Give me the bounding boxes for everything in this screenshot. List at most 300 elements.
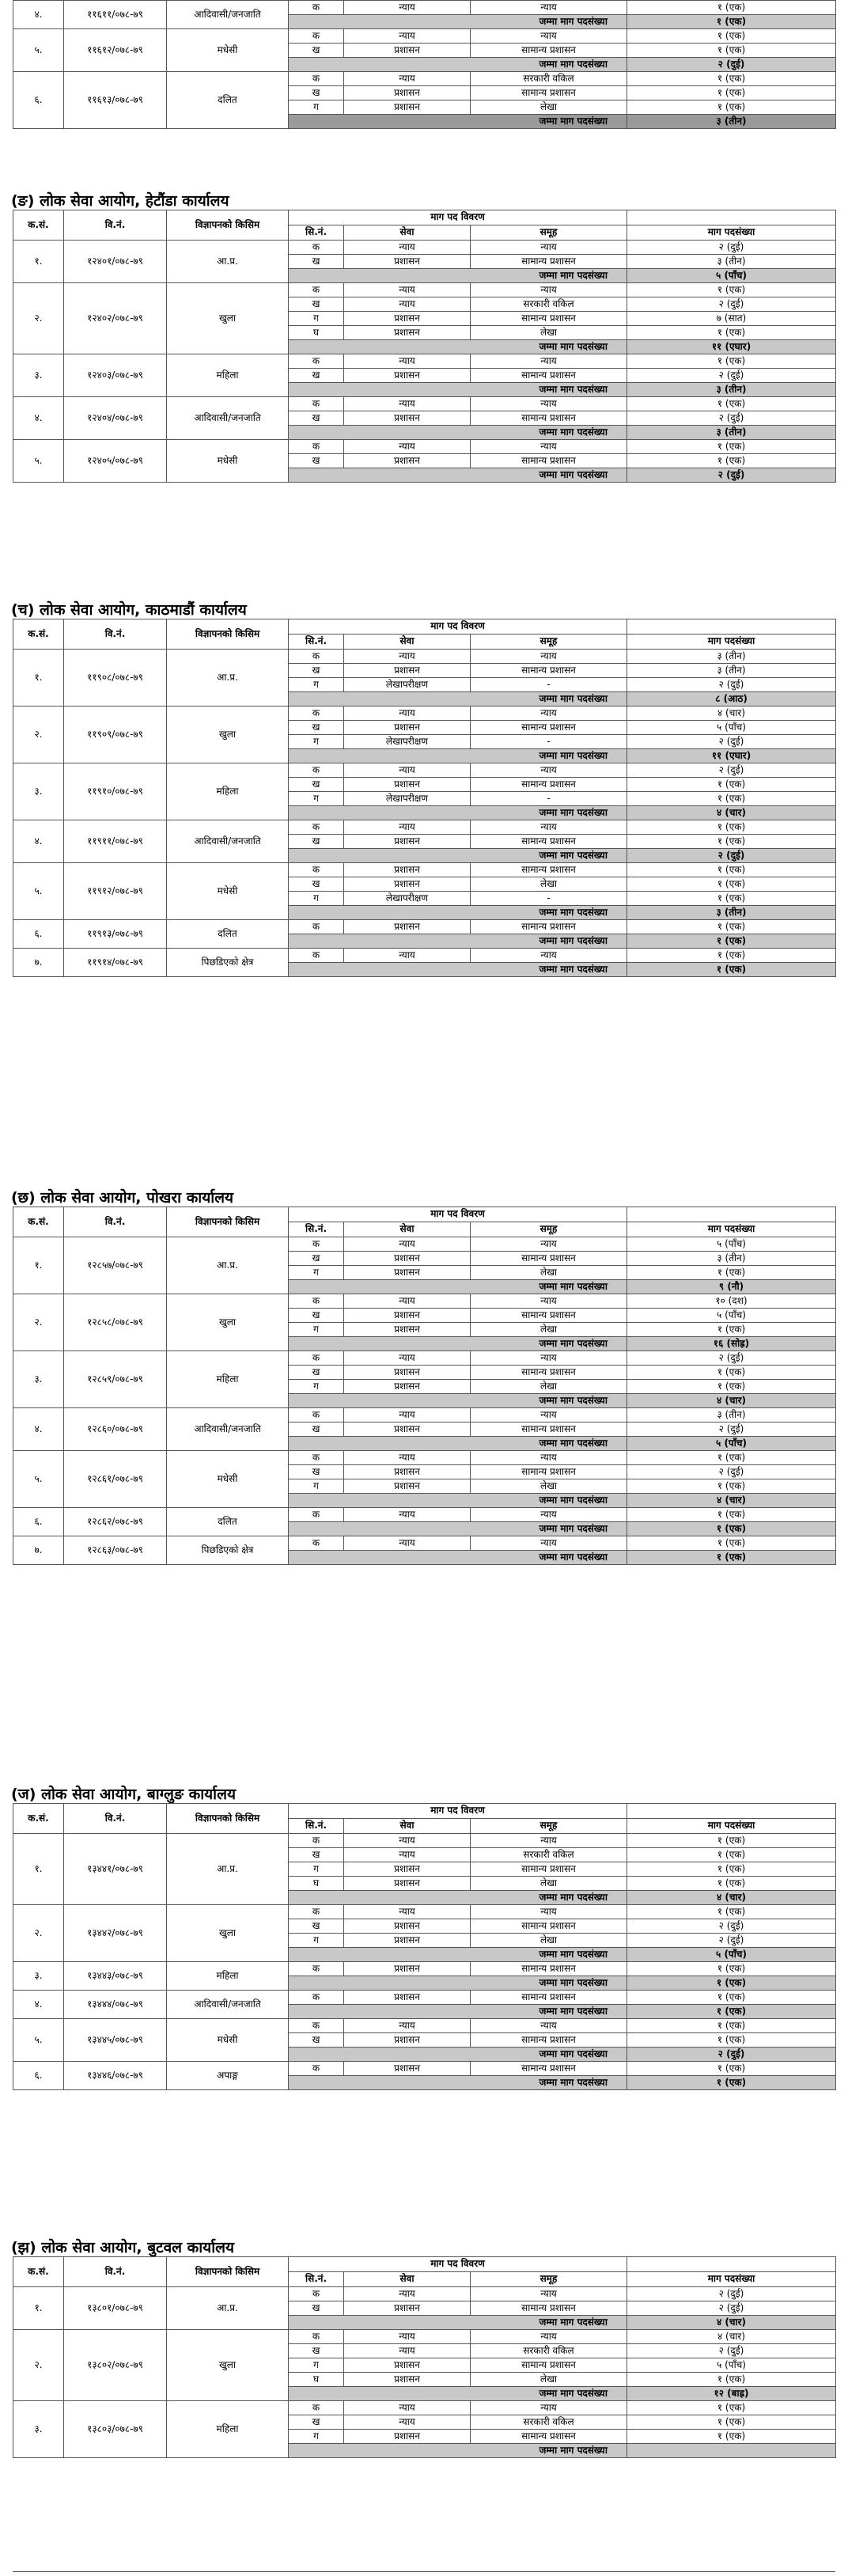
vacancy-table [13,1803,836,2090]
row-sewa: न्याय [344,1,471,15]
row-samuha: सामान्य प्रशासन [471,920,627,934]
row-sankhya: १ (एक) [627,2415,836,2430]
row-sn: क [289,354,344,369]
row-sankhya: २ (दुई) [627,763,836,778]
table-row [13,1351,836,1366]
vacancy-table [13,619,836,977]
table-row [13,1508,836,1522]
serial-number: २. [13,1294,64,1351]
row-sewa: प्रशासन [344,1380,471,1394]
row-sn: ख [289,1366,344,1380]
header-ks: क.सं. [13,210,64,241]
row-samuha: सामान्य प्रशासन [471,2430,627,2444]
row-sn: क [289,763,344,778]
header-sn: सि.नं. [289,1819,344,1834]
table-row [13,1991,836,2005]
total-label: जम्मा माग पदसंख्या [289,1948,627,1962]
row-sn: ख [289,411,344,426]
row-sankhya: १ (एक) [627,2401,836,2415]
row-sewa: प्रशासन [344,1877,471,1891]
advertisement-type: खुला [167,2330,289,2401]
row-sankhya: २ (दुई) [627,2301,836,2316]
row-sankhya: २ (दुई) [627,1422,836,1437]
row-sankhya: ३ (तीन) [627,664,836,678]
total-value: ११ (एघार) [627,340,836,354]
row-sankhya: २ (दुई) [627,678,836,692]
row-sankhya: २ (दुई) [627,1351,836,1366]
total-value: १ (एक) [627,2076,836,2090]
row-samuha: सामान्य प्रशासन [471,778,627,792]
row-sewa: प्रशासन [344,721,471,735]
total-value: ४ (चार) [627,1394,836,1408]
table-row [13,1408,836,1422]
serial-number: ४. [13,820,64,863]
header-ks: क.सं. [13,1207,64,1237]
row-samuha: सामान्य प्रशासन [471,1465,627,1479]
row-sewa: लेखापरीक्षण [344,792,471,806]
row-samuha: लेखा [471,1479,627,1494]
total-value: ५ (पाँच) [627,269,836,283]
advertisement-number: १३८०३/०७८-७९ [64,2401,167,2458]
header-ks: क.सं. [13,619,64,650]
row-sn: ख [289,2415,344,2430]
row-samuha: न्याय [471,820,627,835]
table-row [13,29,836,44]
row-sewa: लेखापरीक्षण [344,892,471,906]
table-row [13,241,836,255]
table-row [13,1451,836,1465]
total-label: जम्मा माग पदसंख्या [289,468,627,483]
row-sn: ग [289,1323,344,1337]
row-samuha: न्याय [471,1451,627,1465]
total-value: ३ (तीन) [627,383,836,397]
header-kisim: विज्ञापनको किसिम [167,1207,289,1237]
row-sankhya: १ (एक) [627,877,836,892]
row-sankhya: ५ (पाँच) [627,721,836,735]
advertisement-number: १३४४४/०७८-७९ [64,1991,167,2019]
table-row [13,949,836,963]
row-sewa: प्रशासन [344,920,471,934]
row-samuha: लेखा [471,1323,627,1337]
row-samuha: सामान्य प्रशासन [471,2033,627,2048]
row-sewa: न्याय [344,949,471,963]
row-samuha: न्याय [471,1536,627,1551]
header-sn: सि.नं. [289,1222,344,1237]
row-sankhya: १ (एक) [627,1508,836,1522]
row-sn: ख [289,835,344,849]
row-sankhya: २ (दुई) [627,1919,836,1934]
row-sn: ख [289,1252,344,1266]
row-sankhya: १ (एक) [627,778,836,792]
header-kisim: विज्ञापनको किसिम [167,2257,289,2287]
section-title: (झ) लोक सेवा आयोग, बुटवल कार्यालय [11,2239,235,2256]
row-sn: ग [289,1266,344,1280]
advertisement-type: मधेसी [167,29,289,72]
serial-number: ३. [13,763,64,820]
row-sankhya: १ (एक) [627,44,836,58]
row-samuha: - [471,735,627,749]
serial-number: २. [13,283,64,354]
total-label: जम्मा माग पदसंख्या [289,749,627,763]
row-sewa: प्रशासन [344,2033,471,2048]
advertisement-type: दलित [167,920,289,949]
row-sankhya: १ (एक) [627,2062,836,2076]
total-value [627,2444,836,2458]
row-sn: क [289,820,344,835]
header-samuha: समूह [471,225,627,241]
row-samuha: न्याय [471,241,627,255]
advertisement-type: आदिवासी/जनजाति [167,1,289,29]
header-samuha: समूह [471,1222,627,1237]
row-sewa: न्याय [344,2344,471,2358]
serial-number: ५. [13,440,64,483]
row-samuha: लेखा [471,326,627,340]
row-sankhya: ३ (तीन) [627,1252,836,1266]
row-sn: ख [289,2033,344,2048]
row-samuha: सामान्य प्रशासन [471,369,627,383]
total-value: १ (एक) [627,2005,836,2019]
table-row [13,2401,836,2415]
row-samuha: न्याय [471,1905,627,1919]
row-sewa: न्याय [344,650,471,664]
table-row [13,2330,836,2344]
advertisement-number: १२४०३/०७८-७९ [64,354,167,397]
row-sn: क [289,241,344,255]
row-sewa: प्रशासन [344,1422,471,1437]
table-row [13,1237,836,1252]
row-samuha: न्याय [471,1,627,15]
table-row [13,1905,836,1919]
total-label: जम्मा माग पदसंख्या [289,340,627,354]
row-sankhya: २ (दुई) [627,241,836,255]
advertisement-type: महिला [167,354,289,397]
serial-number: ६. [13,2062,64,2090]
advertisement-number: १३४४३/०७८-७९ [64,1962,167,1991]
row-sn: ख [289,297,344,312]
header-samuha: समूह [471,1819,627,1834]
advertisement-type: महिला [167,763,289,820]
advertisement-type: मधेसी [167,863,289,920]
row-samuha: न्याय [471,283,627,297]
row-sn: ग [289,1479,344,1494]
row-sn: क [289,707,344,721]
row-sewa: प्रशासन [344,863,471,877]
row-sn: क [289,1408,344,1422]
row-sn: ख [289,44,344,58]
row-sankhya: १ (एक) [627,820,836,835]
serial-number: २. [13,707,64,763]
serial-number: १. [13,1237,64,1294]
advertisement-type: आदिवासी/जनजाति [167,397,289,440]
total-label: जम्मा माग पदसंख्या [289,906,627,920]
row-samuha: न्याय [471,1508,627,1522]
row-sn: ख [289,778,344,792]
header-vn: वि.नं. [64,210,167,241]
serial-number: ३. [13,1351,64,1408]
row-sewa: न्याय [344,1536,471,1551]
advertisement-number: १२८५७/०७८-७९ [64,1237,167,1294]
header-sankhya-top [627,1804,836,1819]
row-samuha: लेखा [471,1266,627,1280]
table-row [13,72,836,86]
row-sn: क [289,1905,344,1919]
advertisement-number: १३४४५/०७८-७९ [64,2019,167,2062]
advertisement-type: आ.प्र. [167,1237,289,1294]
total-value: १ (एक) [627,934,836,949]
header-vn: वि.नं. [64,1207,167,1237]
total-value: १ (एक) [627,1976,836,1991]
total-value: ३ (तीन) [627,906,836,920]
serial-number: ५. [13,1451,64,1508]
row-sankhya: १ (एक) [627,1451,836,1465]
serial-number: ५. [13,2019,64,2062]
vacancy-table [13,1207,836,1565]
row-sankhya: १ (एक) [627,1962,836,1976]
advertisement-number: ११९१४/०७८-७९ [64,949,167,977]
row-sewa: प्रशासन [344,1465,471,1479]
serial-number: ६. [13,72,64,129]
table-row [13,1536,836,1551]
total-label: जम्मा माग पदसंख्या [289,383,627,397]
header-samuha: समूह [471,2272,627,2287]
total-label: जम्मा माग पदसंख्या [289,2387,627,2401]
row-sankhya: ३ (तीन) [627,255,836,269]
row-sankhya: ४ (चार) [627,707,836,721]
serial-number: ४. [13,1408,64,1451]
row-sewa: न्याय [344,2415,471,2430]
row-sewa: प्रशासन [344,1919,471,1934]
row-sankhya: १ (एक) [627,1323,836,1337]
row-sewa: प्रशासन [344,2358,471,2373]
row-sewa: प्रशासन [344,1862,471,1877]
row-sankhya: १ (एक) [627,1366,836,1380]
row-sankhya: १ (एक) [627,892,836,906]
row-sn: ग [289,312,344,326]
row-sn: क [289,1351,344,1366]
row-sewa: प्रशासन [344,86,471,100]
total-label: जम्मा माग पदसंख्या [289,2005,627,2019]
advertisement-type: खुला [167,283,289,354]
row-sewa: न्याय [344,1834,471,1848]
row-sewa: न्याय [344,1451,471,1465]
row-sankhya: १ (एक) [627,1905,836,1919]
total-label: जम्मा माग पदसंख्या [289,1394,627,1408]
vacancy-table [13,210,836,483]
table-row [13,440,836,454]
total-label: जम्मा माग पदसंख्या [289,934,627,949]
total-label: जम्मा माग पदसंख्या [289,115,627,129]
total-value: २ (दुई) [627,849,836,863]
serial-number: ६. [13,920,64,949]
total-value: ११ (एघार) [627,749,836,763]
row-samuha: न्याय [471,763,627,778]
serial-number: ६. [13,1508,64,1536]
row-sewa: प्रशासन [344,2301,471,2316]
advertisement-number: ११९१०/०७८-७९ [64,763,167,820]
advertisement-type: अपाङ्ग [167,2062,289,2090]
row-sankhya: १ (एक) [627,2430,836,2444]
total-label: जम्मा माग पदसंख्या [289,849,627,863]
header-sewa: सेवा [344,635,471,650]
row-sn: ख [289,1422,344,1437]
total-label: जम्मा माग पदसंख्या [289,1891,627,1905]
row-samuha: सामान्य प्रशासन [471,721,627,735]
section-title: (ज) लोक सेवा आयोग, बाग्लुङ कार्यालय [11,1786,236,1803]
header-kisim: विज्ञापनको किसिम [167,210,289,241]
total-label: जम्मा माग पदसंख्या [289,2076,627,2090]
advertisement-type: आदिवासी/जनजाति [167,820,289,863]
advertisement-number: १२८५९/०७८-७९ [64,1351,167,1408]
advertisement-type: दलित [167,1508,289,1536]
advertisement-number: ११६११/०७८-७९ [64,1,167,29]
row-samuha: सामान्य प्रशासन [471,1962,627,1976]
advertisement-type: आ.प्र. [167,650,289,707]
row-samuha: न्याय [471,29,627,44]
row-sn: ख [289,877,344,892]
row-sn: क [289,650,344,664]
total-label: जम्मा माग पदसंख्या [289,2444,627,2458]
row-samuha: सरकारी वकिल [471,2344,627,2358]
total-label: जम्मा माग पदसंख्या [289,2316,627,2330]
row-samuha: न्याय [471,397,627,411]
row-sewa: प्रशासन [344,312,471,326]
row-sankhya: १ (एक) [627,1848,836,1862]
serial-number: १. [13,1834,64,1905]
row-sewa: न्याय [344,2330,471,2344]
row-sn: क [289,1237,344,1252]
row-samuha: सरकारी वकिल [471,72,627,86]
row-samuha: न्याय [471,949,627,963]
row-samuha: लेखा [471,100,627,115]
row-sankhya: १ (एक) [627,72,836,86]
row-samuha: सामान्य प्रशासन [471,411,627,426]
header-sankhya-top [627,2257,836,2272]
header-sn: सि.नं. [289,2272,344,2287]
row-sn: ग [289,1380,344,1394]
row-sankhya: १ (एक) [627,863,836,877]
row-samuha: सामान्य प्रशासन [471,255,627,269]
row-samuha: लेखा [471,1877,627,1891]
header-kisim: विज्ञापनको किसिम [167,1804,289,1834]
serial-number: ३. [13,2401,64,2458]
advertisement-number: १२८६१/०७८-७९ [64,1451,167,1508]
row-sewa: प्रशासन [344,1309,471,1323]
row-sankhya: २ (दुई) [627,411,836,426]
table-row [13,397,836,411]
total-label: जम्मा माग पदसंख्या [289,58,627,72]
row-samuha: सरकारी वकिल [471,1848,627,1862]
table-row [13,1962,836,1976]
advertisement-type: आदिवासी/जनजाति [167,1991,289,2019]
row-sn: ख [289,255,344,269]
table-row [13,650,836,664]
row-sewa: न्याय [344,2401,471,2415]
row-samuha: सामान्य प्रशासन [471,1422,627,1437]
row-sewa: न्याय [344,354,471,369]
row-samuha: सामान्य प्रशासन [471,1252,627,1266]
row-sn: क [289,2330,344,2344]
serial-number: ४. [13,1991,64,2019]
row-sewa: प्रशासन [344,1323,471,1337]
row-sankhya: ७ (सात) [627,312,836,326]
row-sn: क [289,920,344,934]
total-value: २ (दुई) [627,468,836,483]
row-sn: ख [289,454,344,468]
row-sewa: न्याय [344,1351,471,1366]
row-sankhya: १ (एक) [627,949,836,963]
row-samuha: न्याय [471,707,627,721]
row-samuha: - [471,678,627,692]
total-value: ८ (आठ) [627,692,836,707]
row-sn: क [289,2062,344,2076]
advertisement-number: ११९१२/०७८-७९ [64,863,167,920]
header-vn: वि.नं. [64,619,167,650]
total-value: १ (एक) [627,15,836,29]
row-sn: ख [289,1309,344,1323]
advertisement-type: मधेसी [167,2019,289,2062]
row-samuha: लेखा [471,2373,627,2387]
total-label: जम्मा माग पदसंख्या [289,1976,627,1991]
row-sewa: प्रशासन [344,2373,471,2387]
advertisement-number: १२८६२/०७८-७९ [64,1508,167,1536]
row-sewa: प्रशासन [344,1366,471,1380]
row-sewa: प्रशासन [344,411,471,426]
row-sn: ग [289,100,344,115]
row-sankhya: २ (दुई) [627,1934,836,1948]
row-samuha: - [471,892,627,906]
row-sn: क [289,1962,344,1976]
serial-number: ७. [13,1536,64,1565]
header-detail: माग पद विवरण [289,1804,627,1819]
row-sankhya: ५ (पाँच) [627,1237,836,1252]
serial-number: ३. [13,1962,64,1991]
total-label: जम्मा माग पदसंख्या [289,806,627,820]
total-label: जम्मा माग पदसंख्या [289,692,627,707]
header-ks: क.सं. [13,1804,64,1834]
row-samuha: सामान्य प्रशासन [471,312,627,326]
advertisement-number: ११६१३/०७८-७९ [64,72,167,129]
total-value: १ (एक) [627,1551,836,1565]
advertisement-type: आ.प्र. [167,2287,289,2330]
serial-number: ३. [13,354,64,397]
header-sankhya: माग पदसंख्या [627,1819,836,1834]
row-sewa: न्याय [344,283,471,297]
section-title: (ङ) लोक सेवा आयोग, हेटौंडा कार्यालय [11,192,229,210]
row-sewa: न्याय [344,707,471,721]
header-sn: सि.नं. [289,225,344,241]
row-sankhya: १ (एक) [627,1266,836,1280]
serial-number: २. [13,2330,64,2401]
header-sn: सि.नं. [289,635,344,650]
row-sankhya: ४ (चार) [627,2330,836,2344]
advertisement-type: महिला [167,2401,289,2458]
row-sewa: प्रशासन [344,255,471,269]
row-sewa: न्याय [344,2019,471,2033]
row-samuha: न्याय [471,2401,627,2415]
header-sankhya: माग पदसंख्या [627,225,836,241]
row-sn: क [289,1834,344,1848]
row-sewa: प्रशासन [344,1266,471,1280]
row-sn: घ [289,2373,344,2387]
row-samuha: न्याय [471,2330,627,2344]
table-row [13,354,836,369]
total-value: २ (दुई) [627,58,836,72]
total-label: जम्मा माग पदसंख्या [289,963,627,977]
row-sankhya: १ (एक) [627,1536,836,1551]
row-sewa: प्रशासन [344,2062,471,2076]
row-samuha: सामान्य प्रशासन [471,664,627,678]
header-detail: माग पद विवरण [289,2257,627,2272]
